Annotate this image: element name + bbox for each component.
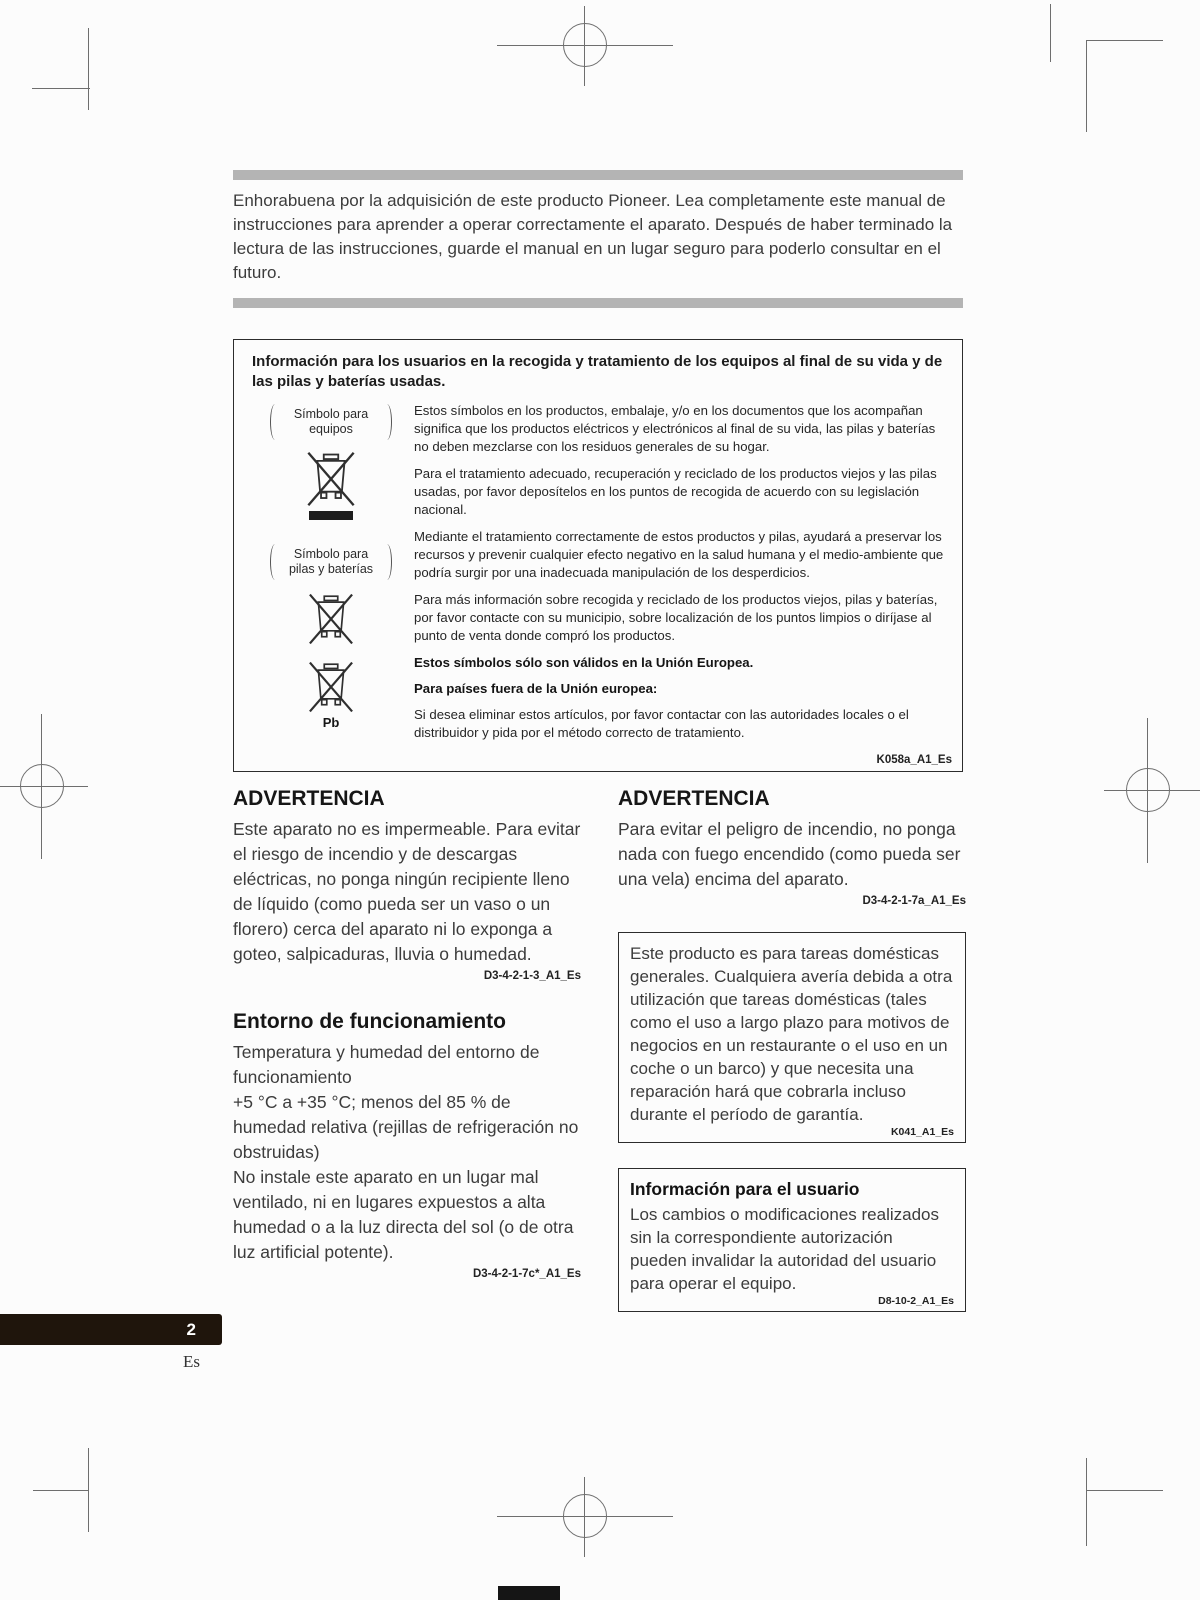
environment-text: +5 °C a +35 °C; menos del 85 % de humedad relativa (rejillas de refrigeración no obstruidas): [233, 1092, 579, 1162]
crossed-out-wheelie-bin-icon: [304, 592, 358, 646]
recycling-paragraph: Mediante el tratamiento correctamente de estos productos y pilas, ayudará a preservar los recursos y prevenir cualquier efecto negativo en la salud humana y el medio-ambiente que podría surgir por una inadecuada manipulación de los desperdicios.: [414, 529, 944, 580]
crossed-out-wheelie-bin-icon: [302, 450, 360, 508]
document-code: K058a_A1_Es: [876, 754, 952, 766]
domestic-use-box: [618, 932, 966, 1143]
eu-validity-note: Estos símbolos sólo son válidos en la Unión Europea.: [414, 655, 754, 670]
user-info-heading: Información para el usuario: [630, 1179, 860, 1199]
left-paren-icon: [270, 404, 280, 440]
environment-heading: Entorno de funcionamiento: [233, 1010, 506, 1033]
registration-line: [584, 1477, 585, 1557]
environment-text: No instale este aparato en un lugar mal ventilado, ni en lugares expuestos a alta humedad o a la luz directa del sol (o de otra luz artificial potente).: [233, 1167, 574, 1262]
divider-bar-bottom: [233, 298, 963, 308]
crop-mark: [33, 1490, 89, 1491]
warning-text: Para evitar el peligro de incendio, no ponga nada con fuego encendido (como pueda ser una vela) encima del aparato.: [618, 819, 961, 889]
page-language-label: Es: [183, 1352, 200, 1371]
weee-battery-symbol: [304, 592, 358, 646]
warning-heading: ADVERTENCIA: [618, 787, 770, 810]
crop-mark: [1086, 1458, 1087, 1546]
recycling-paragraph: Para el tratamiento adecuado, recuperación y reciclado de los productos viejos y las pilas usadas, por favor deposítelos en los puntos de recogida de acuerdo con su legislación nacional.: [414, 466, 937, 517]
crossed-out-wheelie-bin-icon: [304, 660, 358, 714]
document-code: D8-10-2_A1_Es: [878, 1295, 954, 1307]
recycling-info-title: Información para los usuarios en la recogida y tratamiento de los equipos al final de su vida y de las pilas y baterías usadas.: [252, 353, 943, 390]
recycling-text-column: [414, 402, 948, 751]
crop-mark: [1086, 40, 1163, 41]
document-code: D3-4-2-1-7a_A1_Es: [862, 895, 966, 907]
recycling-symbols-column: [248, 402, 414, 751]
right-paren-icon: [382, 544, 392, 580]
weee-black-bar: [309, 511, 353, 520]
user-info-text: Los cambios o modificaciones realizados sin la correspondiente autorización pueden invalidar la autoridad del usuario para operar el equipo.: [630, 1205, 939, 1293]
registration-line: [497, 1516, 673, 1517]
equipment-symbol-label: Símbolo para equipos: [270, 404, 392, 440]
page-number: 2: [186, 1320, 196, 1339]
registration-line: [584, 6, 585, 86]
outside-eu-text: Si desea eliminar estos artículos, por favor contactar con las autoridades locales o el distribuidor y pida por el método correcto de tratamiento.: [414, 707, 909, 740]
crop-mark: [1050, 4, 1051, 62]
document-code: D3-4-2-1-7c*_A1_Es: [472, 1268, 581, 1280]
warnings-left-column: [233, 786, 581, 1280]
warnings-right-column: [618, 786, 966, 1312]
right-paren-icon: [382, 404, 392, 440]
battery-symbol-label: Símbolo para pilas y baterías: [270, 544, 392, 580]
recycling-paragraph: Para más información sobre recogida y reciclado de los productos viejos, pilas y baterías, por favor contacte con su municipio, sobre localización de los puntos limpios o diríjase al punto de venta donde compró los productos.: [414, 592, 938, 643]
crop-mark: [1086, 40, 1087, 132]
warning-heading: ADVERTENCIA: [233, 787, 385, 810]
recycling-paragraph: Estos símbolos en los productos, embalaje, y/o en los documentos que los acompañan significa que los productos eléctricos y electrónicos al final de su vida, las pilas y baterías no deben mezclarse con los residuos generales de su hogar.: [414, 403, 936, 454]
document-code: K041_A1_Es: [890, 1126, 954, 1138]
environment-text: Temperatura y humedad del entorno de funcionamiento: [233, 1042, 540, 1087]
crop-mark: [88, 28, 89, 110]
page-number-tab: [0, 1314, 222, 1345]
registration-line: [1104, 790, 1200, 791]
registration-line: [0, 786, 88, 787]
weee-equipment-symbol: [302, 450, 360, 520]
outside-eu-heading: Para países fuera de la Unión europea:: [414, 681, 658, 696]
pb-label: Pb: [322, 715, 340, 730]
crop-mark: [32, 88, 90, 89]
left-paren-icon: [270, 544, 280, 580]
domestic-use-text: Este producto es para tareas domésticas generales. Cualquiera avería debida a otra utilización que tareas domésticas (tales como el uso a largo plazo para motivos de negocios en un restaurante o el uso en un coche o un barco) y que necesita una reparación hará que cobrarla incluso durante el período de garantía.: [630, 944, 953, 1124]
recycling-info-box: [233, 339, 963, 772]
bleed-bar: [498, 1586, 560, 1600]
weee-battery-pb-symbol: [304, 660, 358, 730]
registration-line: [497, 45, 673, 46]
crop-mark: [1086, 1490, 1163, 1491]
warning-text: Este aparato no es impermeable. Para evitar el riesgo de incendio y de descargas eléctricas, no ponga ningún recipiente lleno de líquido (como pueda ser un vaso o un florero) cerca del aparato ni lo exponga a goteo, salpicaduras, lluvia o humedad.: [233, 819, 581, 964]
document-code: D3-4-2-1-3_A1_Es: [483, 970, 581, 982]
divider-bar-top: [233, 170, 963, 180]
user-info-box: [618, 1168, 966, 1312]
intro-paragraph: Enhorabuena por la adquisición de este producto Pioneer. Lea completamente este manual de instrucciones para aprender a operar correctamente el aparato. Después de haber terminado la lectura de las instrucciones, guarde el manual en un lugar seguro para poderlo consultar en el futuro.: [233, 191, 953, 282]
content-column: [233, 170, 963, 772]
